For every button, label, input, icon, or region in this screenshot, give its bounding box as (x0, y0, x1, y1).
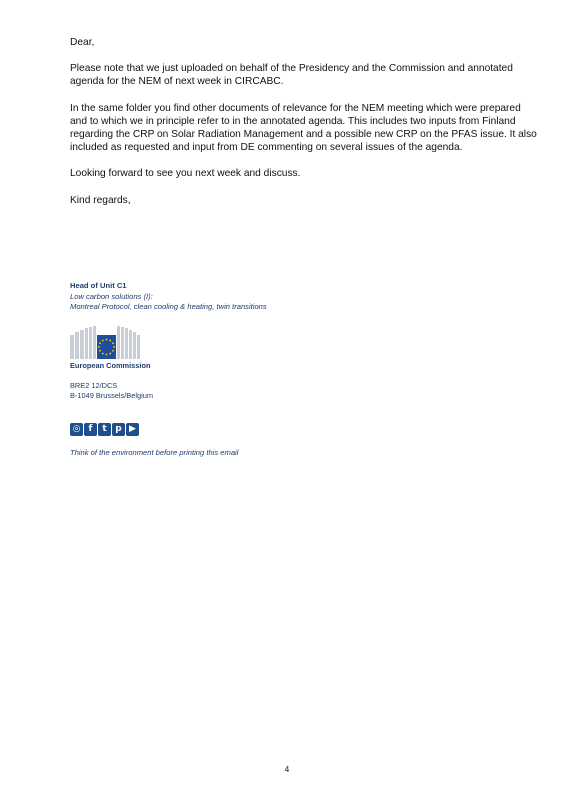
page-number: 4 (284, 765, 290, 774)
eu-star (113, 346, 115, 348)
greeting: Dear, (70, 37, 95, 48)
social-links (70, 423, 139, 436)
eu-star (109, 353, 111, 355)
web-icon[interactable]: ◎ (70, 423, 83, 436)
paragraph-1: Please note that we just uploaded on behalf of the Presidency and the Commission and annotated agenda for the NEM of next week in CIRCABC. (70, 63, 513, 88)
eu-star (112, 350, 114, 352)
eu-star (99, 350, 101, 352)
eu-star (106, 339, 108, 341)
pinterest-icon[interactable]: p (112, 423, 125, 436)
paragraph-2: In the same folder you find other documents of relevance for the NEM meeting which were prepared and to which we in principle refer to in the annotated agenda. This includes two inputs from Finland regarding the CRP on Solar Radiation Management and a possible new CRP on the PFAS issue. It also included as requested and input from DE commenting on several issues of the agenda. (70, 102, 537, 154)
signature-title: Head of Unit C1 (70, 281, 127, 290)
twitter-icon[interactable]: t (98, 423, 111, 436)
signature-block (70, 281, 267, 313)
eu-star (112, 342, 114, 344)
eu-star (106, 354, 108, 356)
environment-note: Think of the environment before printing this email (70, 448, 239, 457)
address-line-1: BRE2 12/DCS (70, 381, 118, 390)
logo-label: European Commission (70, 361, 151, 370)
eu-star (98, 346, 100, 348)
facebook-icon[interactable]: f (84, 423, 97, 436)
closing: Kind regards, (70, 194, 131, 206)
letter-body (70, 36, 540, 220)
address-line-2: B-1049 Brussels/Belgium (70, 391, 153, 401)
paragraph-3: Looking forward to see you next week and discuss. (70, 168, 301, 180)
signature-line-1: Low carbon solutions (I): (70, 291, 153, 301)
eu-star (109, 340, 111, 342)
address-block (70, 381, 153, 402)
eu-star (99, 342, 101, 344)
eu-star (102, 353, 104, 355)
signature-line-2: Montreal Protocol, clean cooling & heating, twin transitions (70, 302, 267, 311)
eu-star (102, 340, 104, 342)
youtube-icon[interactable]: ▶ (126, 423, 139, 436)
